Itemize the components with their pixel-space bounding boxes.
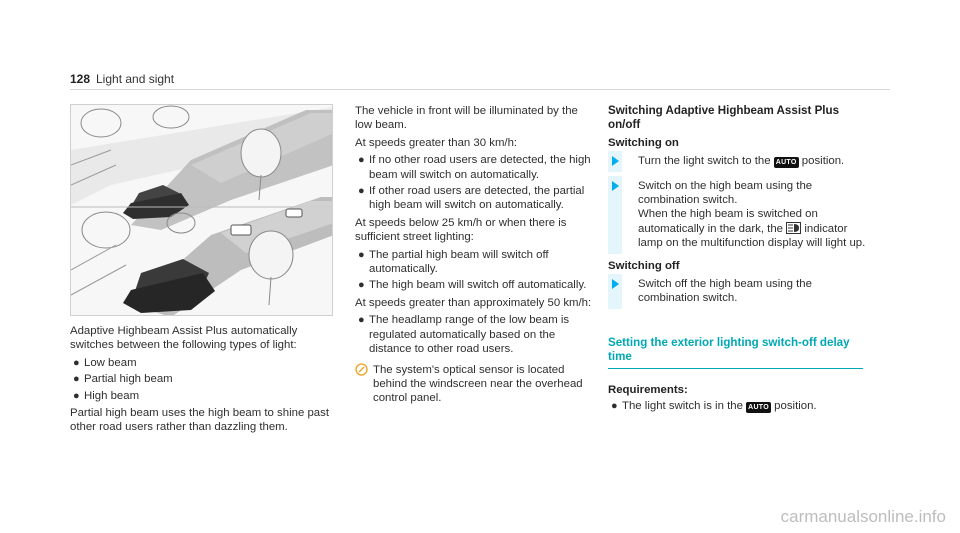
step-item: Switch on the high beam using the combination switch. When the high beam is switched on automatically in the dark, the indicator lamp on the multifunction display will light up. bbox=[608, 179, 870, 251]
switching-on-title: Switching on bbox=[608, 136, 679, 149]
arrow-right-icon bbox=[612, 279, 619, 289]
column-middle bbox=[355, 104, 595, 406]
bullet-icon: ● bbox=[358, 314, 365, 327]
exterior-lighting-heading: Setting the exterior lighting switch-off delay time bbox=[608, 336, 863, 369]
arrow-right-icon bbox=[612, 181, 619, 191]
high-beam-lamp-icon bbox=[786, 222, 801, 234]
bullet-icon: ● bbox=[358, 279, 365, 292]
intro-text: Adaptive Highbeam Assist Plus automatically switches between the following types of light: bbox=[70, 325, 298, 352]
step-item: Switch off the high beam using the combination switch. bbox=[608, 277, 870, 306]
switching-off-title: Switching off bbox=[608, 259, 680, 272]
paragraph: The vehicle in front will be illuminated by the low beam. bbox=[355, 105, 578, 132]
bullet-list bbox=[355, 248, 595, 293]
info-note bbox=[355, 363, 595, 406]
bullet-list bbox=[355, 313, 595, 356]
bullet-list bbox=[355, 153, 595, 213]
bullet-icon: ● bbox=[73, 389, 80, 402]
switching-heading: Switching Adaptive Highbeam Assist Plus on/off bbox=[608, 104, 840, 132]
list-item: ● Low beam bbox=[73, 356, 137, 369]
bullet-icon: ● bbox=[611, 400, 618, 413]
step-item: Turn the light switch to the AUTO position. bbox=[608, 154, 870, 168]
list-item: ● The light switch is in the AUTO position. bbox=[611, 400, 817, 413]
partial-high-beam-text: Partial high beam uses the high beam to shine past other road users rather than dazzling them. bbox=[70, 407, 329, 434]
list-item: ● Partial high beam bbox=[73, 373, 173, 386]
light-types-list bbox=[70, 356, 335, 403]
note-text: The system's optical sensor is located behind the windscreen near the overhead control panel. bbox=[373, 363, 583, 405]
auto-icon: AUTO bbox=[775, 159, 797, 167]
switch-on-steps bbox=[608, 154, 870, 250]
illustration-svg bbox=[71, 105, 333, 316]
requirements-title: Requirements: bbox=[608, 383, 688, 396]
list-item: ● If no other road users are detected, the high beam will switch on automatically. bbox=[358, 154, 591, 181]
bullet-icon: ● bbox=[358, 185, 365, 198]
list-item: ● High beam bbox=[73, 389, 140, 402]
list-item: ● The headlamp range of the low beam is regulated automatically based on the distance to other road users. bbox=[358, 314, 570, 356]
column-left bbox=[70, 324, 335, 438]
page-number: 128 bbox=[70, 72, 91, 86]
page-header bbox=[70, 70, 890, 90]
highbeam-illustration bbox=[70, 104, 333, 316]
arrow-right-icon bbox=[612, 156, 619, 166]
paragraph: At speeds greater than 30 km/h: bbox=[355, 136, 518, 149]
bullet-icon: ● bbox=[358, 248, 365, 261]
requirements-list bbox=[608, 399, 870, 413]
list-item: ● The partial high beam will switch off automatically. bbox=[358, 248, 549, 276]
list-item: ● The high beam will switch off automatically. bbox=[358, 279, 587, 292]
column-right bbox=[608, 104, 870, 417]
bullet-icon: ● bbox=[73, 356, 80, 369]
auto-icon: AUTO bbox=[748, 404, 769, 412]
watermark: carmanualsonline.info bbox=[780, 507, 946, 526]
list-item: ● If other road users are detected, the partial high beam will switch on automatically. bbox=[358, 185, 585, 212]
switch-off-steps bbox=[608, 277, 870, 306]
paragraph: At speeds below 25 km/h or when there is sufficient street lighting: bbox=[355, 216, 567, 244]
info-icon bbox=[355, 363, 368, 376]
section-title: Light and sight bbox=[96, 72, 175, 86]
bullet-icon: ● bbox=[73, 373, 80, 386]
paragraph: At speeds greater than approximately 50 km/h: bbox=[355, 296, 592, 309]
bullet-icon: ● bbox=[358, 154, 365, 167]
